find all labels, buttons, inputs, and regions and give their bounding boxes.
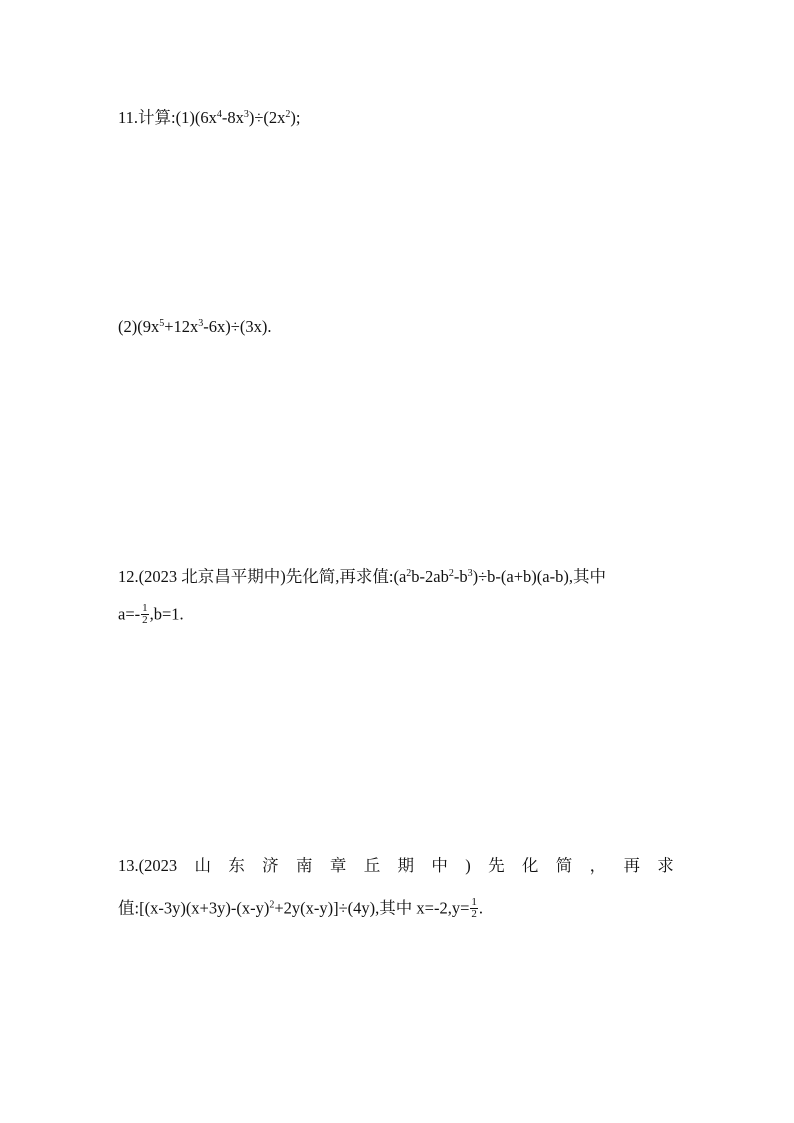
exponent: 3 (467, 568, 473, 579)
fraction-numerator: 1 (142, 602, 148, 614)
q13-token: 求 (657, 856, 674, 875)
q13-token: 章 (329, 856, 347, 875)
exponent: 2 (406, 568, 412, 579)
q12-text: a=- (118, 604, 141, 624)
q11-label: 11.计算:(1) (118, 108, 195, 127)
q11-expr: )÷(2x (248, 108, 286, 127)
q12-text: b-2ab (411, 567, 449, 586)
q11-expr: +12x (164, 317, 199, 336)
q13-token: 中 (431, 856, 448, 875)
exponent: 2 (285, 109, 291, 120)
q12-line2 (118, 604, 184, 627)
q13-token: 简 (555, 856, 573, 875)
q11-expr: -8x (221, 108, 244, 127)
q13-line1 (118, 856, 674, 876)
q13-token: 化 (521, 856, 539, 875)
q12-text: ,b=1. (149, 604, 184, 624)
exponent: 2 (448, 568, 454, 579)
exponent: 4 (216, 109, 222, 120)
q11-expr: (6x (194, 108, 217, 127)
q11-part2 (118, 317, 271, 337)
q13-token: ) (465, 856, 471, 875)
fraction-numerator: 1 (471, 896, 477, 908)
q13-token: 13.(2023 (118, 856, 178, 875)
q11-expr: (2)(9x (118, 317, 160, 336)
q13-token: 东 (228, 856, 245, 875)
q13-token: ， (589, 856, 607, 875)
exponent: 2 (269, 899, 275, 911)
fraction-denominator: 2 (142, 614, 148, 626)
q13-token: 南 (296, 856, 313, 875)
q12-line1 (118, 567, 606, 587)
q13-token: 山 (194, 856, 211, 875)
q12-text: -b (453, 567, 468, 586)
q13-text: . (478, 898, 484, 918)
q11-expr: ); (290, 108, 301, 127)
exponent: 3 (198, 318, 204, 329)
fraction (470, 897, 478, 920)
q13-token: 再 (623, 856, 640, 875)
q13-line2 (118, 898, 483, 921)
q11-expr: -6x)÷(3x). (203, 317, 272, 336)
exponent: 5 (159, 318, 165, 329)
q13-token: 期 (397, 856, 415, 875)
fraction-denominator: 2 (471, 908, 477, 920)
q13-token: 先 (488, 856, 505, 875)
q13-text: 值:[(x-3y)(x+3y)-(x-y) (118, 898, 270, 918)
q11-part1 (118, 108, 300, 128)
exponent: 3 (243, 109, 249, 120)
fraction (141, 603, 149, 626)
q13-token: 丘 (363, 856, 381, 875)
q12-text: )÷b-(a+b)(a-b),其中 (472, 567, 606, 586)
q13-text: +2y(x-y)]÷(4y),其中 x=-2,y= (274, 898, 470, 918)
q13-token: 济 (262, 856, 279, 875)
q12-text: 12.(2023 北京昌平期中)先化简,再求值:(a (118, 567, 407, 586)
